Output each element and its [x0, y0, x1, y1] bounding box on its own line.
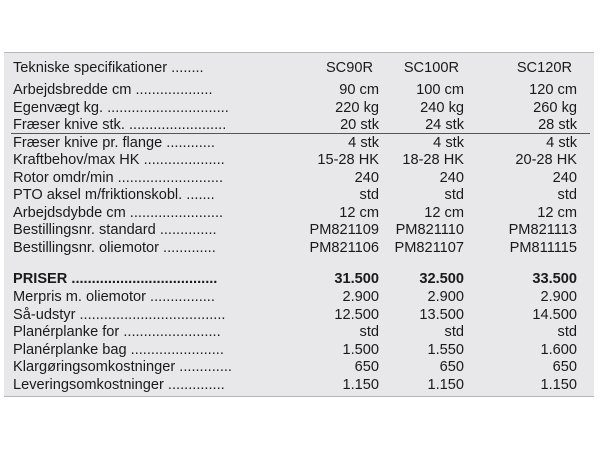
price-sc120r: 33.500 — [532, 271, 577, 287]
row-value: 650 — [354, 359, 379, 375]
row-value: 120 cm — [529, 82, 577, 98]
prices-header-row — [4, 271, 594, 288]
row-label: Kraftbehov/max HK .................... — [13, 152, 225, 168]
row-label: Egenvægt kg. .............................. — [13, 99, 229, 116]
row-value: PM811115 — [509, 239, 577, 256]
prices-heading: PRISER .................................... — [13, 271, 218, 287]
row-value: 90 cm — [339, 82, 379, 98]
row-value: 1.550 — [427, 341, 464, 358]
table-row — [4, 205, 594, 222]
row-value: 24 stk — [425, 117, 464, 133]
row-label: Bestillingsnr. standard .............. — [13, 222, 217, 238]
row-label: PTO aksel m/friktionskobl. ....... — [13, 187, 215, 203]
row-value: 260 kg — [533, 99, 577, 116]
row-value: 1.600 — [540, 341, 577, 358]
table-row — [4, 135, 594, 152]
row-label: Fræser knive pr. flange ............ — [13, 134, 215, 151]
table-row — [4, 82, 594, 99]
row-value: 12 cm — [339, 204, 379, 221]
table-row — [4, 100, 594, 117]
row-value: 12.500 — [334, 306, 379, 323]
row-label: Arbejdsbredde cm ................... — [13, 82, 213, 98]
row-label: Så-udstyr .................................... — [13, 306, 226, 323]
row-value: 20-28 HK — [515, 152, 577, 168]
row-value: std — [444, 187, 464, 203]
table-row — [4, 152, 594, 169]
row-value: PM821113 — [508, 222, 577, 238]
table-row — [4, 289, 594, 306]
row-value: 15-28 HK — [317, 152, 379, 168]
row-value: 650 — [439, 359, 464, 375]
row-label: Rotor omdr/min .......................... — [13, 169, 224, 186]
row-value: 4 stk — [433, 134, 464, 151]
row-value: 1.150 — [427, 376, 464, 393]
row-value: 2.900 — [540, 289, 577, 305]
column-header-sc100r: SC100R — [403, 60, 459, 76]
row-value: 1.150 — [540, 376, 577, 393]
table-row — [4, 222, 594, 239]
row-value: std — [359, 324, 379, 340]
column-header-sc90r: SC90R — [325, 60, 373, 76]
row-value: 240 — [354, 169, 379, 186]
table-row — [4, 324, 594, 341]
row-value: PM821110 — [395, 222, 464, 238]
row-value: 2.900 — [342, 289, 379, 305]
table-header-row — [4, 60, 594, 77]
row-value: 4 stk — [546, 134, 577, 151]
price-sc90r: 31.500 — [334, 271, 379, 287]
row-value: 240 — [439, 169, 464, 186]
row-label: Fræser knive stk. ........................ — [13, 117, 227, 133]
table-row — [4, 170, 594, 187]
row-label: Merpris m. oliemotor ................ — [13, 289, 215, 305]
table-row — [4, 240, 594, 257]
row-value: 240 kg — [420, 99, 464, 116]
row-value: 13.500 — [419, 306, 464, 323]
row-label: Leveringsomkostninger .............. — [13, 376, 225, 393]
row-value: 2.900 — [427, 289, 464, 305]
row-value: 18-28 HK — [402, 152, 464, 168]
row-value: std — [557, 324, 577, 340]
row-value: PM821106 — [309, 239, 379, 256]
row-value: 1.150 — [342, 376, 379, 393]
row-value: std — [359, 187, 379, 203]
column-header-sc120r: SC120R — [516, 60, 572, 76]
row-value: PM821109 — [309, 222, 379, 238]
row-label: Planérplanke bag ....................... — [13, 341, 224, 358]
table-row — [4, 359, 594, 376]
row-value: 650 — [552, 359, 577, 375]
row-value: 240 — [552, 169, 577, 186]
row-label: Planérplanke for ........................ — [13, 324, 221, 340]
row-value: PM821107 — [394, 239, 464, 256]
row-value: 12 cm — [424, 204, 464, 221]
row-value: 20 stk — [340, 117, 379, 133]
row-value: 28 stk — [538, 117, 577, 133]
table-row — [4, 187, 594, 204]
spec-table — [4, 52, 594, 397]
table-row — [4, 342, 594, 359]
table-title: Tekniske specifikationer ........ — [13, 60, 204, 76]
table-row — [4, 307, 594, 324]
table-row — [4, 117, 594, 134]
row-value: 14.500 — [532, 306, 577, 323]
row-value: std — [444, 324, 464, 340]
row-label: Arbejdsdybde cm ....................... — [13, 204, 224, 221]
row-label: Bestillingsnr. oliemotor ............. — [13, 239, 216, 256]
row-label: Klargøringsomkostninger ............. — [13, 359, 232, 375]
price-sc100r: 32.500 — [419, 271, 464, 287]
row-value: std — [557, 187, 577, 203]
row-value: 12 cm — [537, 204, 577, 221]
row-value: 100 cm — [416, 82, 464, 98]
row-value: 220 kg — [335, 99, 379, 116]
row-value: 4 stk — [348, 134, 379, 151]
row-value: 1.500 — [342, 341, 379, 358]
table-row — [4, 377, 594, 394]
